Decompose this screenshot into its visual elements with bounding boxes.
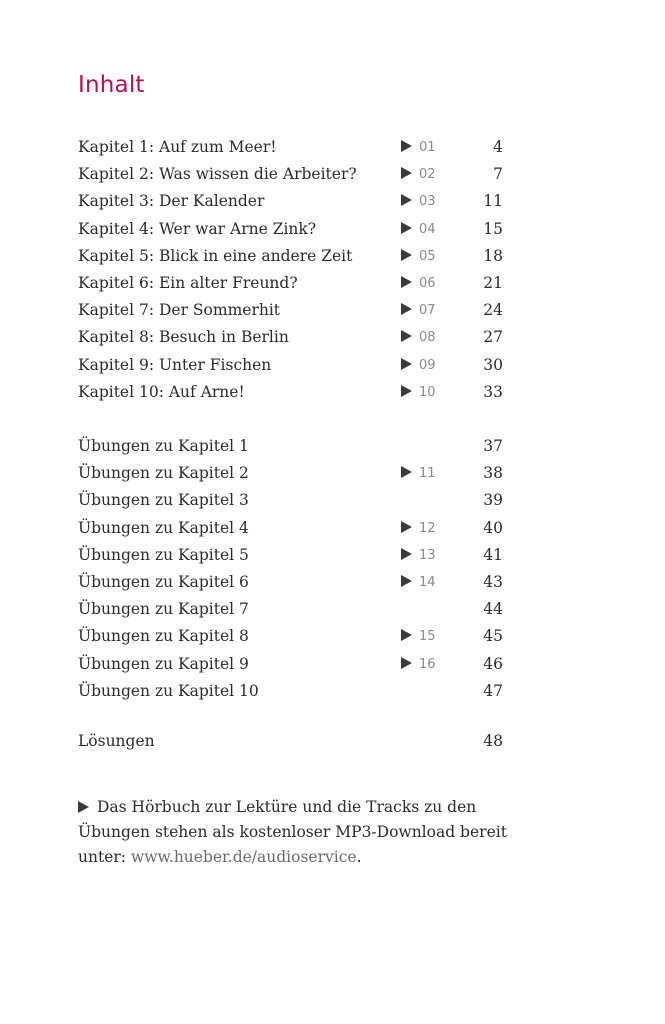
toc-entry-title: Übungen zu Kapitel 1 bbox=[78, 437, 249, 455]
play-icon bbox=[401, 194, 412, 206]
exercise-list bbox=[78, 433, 503, 705]
toc-track-number: 15 bbox=[419, 629, 436, 645]
toc-entry-title: Kapitel 8: Besuch in Berlin bbox=[78, 328, 289, 347]
toc-row-chapter[interactable] bbox=[78, 270, 503, 297]
toc-entry-title: Übungen zu Kapitel 8 bbox=[78, 627, 249, 646]
play-icon bbox=[401, 657, 412, 669]
toc-row-chapter[interactable] bbox=[78, 188, 503, 215]
toc-page-number: 27 bbox=[483, 328, 503, 347]
toc-page-number: 4 bbox=[493, 138, 503, 156]
toc-page-number: 30 bbox=[483, 355, 503, 374]
toc-row-chapter[interactable] bbox=[78, 216, 503, 243]
toc-track bbox=[401, 161, 436, 188]
toc-row-chapter[interactable] bbox=[78, 243, 503, 270]
toc-page-number: 47 bbox=[483, 681, 503, 700]
toc-entry-title: Übungen zu Kapitel 2 bbox=[78, 464, 249, 483]
toc-track bbox=[401, 243, 436, 270]
play-icon bbox=[401, 303, 412, 315]
toc-page-number: 37 bbox=[483, 437, 503, 455]
solutions-list bbox=[78, 728, 503, 755]
toc-track bbox=[401, 379, 436, 406]
toc-page-number: 18 bbox=[483, 246, 503, 265]
toc-entry-title: Übungen zu Kapitel 5 bbox=[78, 545, 249, 564]
toc-entry-title: Übungen zu Kapitel 6 bbox=[78, 572, 249, 591]
toc-page-number: 46 bbox=[483, 654, 503, 673]
toc-track bbox=[401, 297, 436, 324]
toc-row-exercise[interactable] bbox=[78, 487, 503, 514]
toc-row-solutions[interactable] bbox=[78, 728, 503, 755]
page-title: Inhalt bbox=[78, 72, 145, 98]
toc-entry-title: Übungen zu Kapitel 4 bbox=[78, 518, 249, 537]
play-icon bbox=[401, 548, 412, 560]
toc-track-number: 01 bbox=[419, 140, 436, 155]
toc-page-number: 24 bbox=[483, 301, 503, 320]
toc-entry-title: Kapitel 4: Wer war Arne Zink? bbox=[78, 219, 317, 238]
toc-row-exercise[interactable] bbox=[78, 515, 503, 542]
toc-track bbox=[401, 188, 436, 215]
play-icon bbox=[401, 222, 412, 234]
toc-entry-title: Lösungen bbox=[78, 732, 155, 750]
play-icon bbox=[401, 276, 412, 288]
toc-row-exercise[interactable] bbox=[78, 460, 503, 487]
toc-track-number: 07 bbox=[419, 303, 436, 319]
play-icon bbox=[401, 385, 412, 397]
play-icon bbox=[401, 330, 412, 342]
play-icon bbox=[401, 167, 412, 179]
toc-track-number: 08 bbox=[419, 330, 436, 346]
toc-track bbox=[401, 216, 436, 243]
toc-track-number: 09 bbox=[419, 357, 436, 373]
play-icon bbox=[78, 801, 89, 813]
audioservice-link[interactable]: www.hueber.de/audioservice bbox=[130, 848, 357, 866]
toc-row-chapter[interactable] bbox=[78, 379, 503, 406]
toc-row-exercise[interactable] bbox=[78, 569, 503, 596]
footnote-end: . bbox=[356, 848, 362, 866]
toc-row-chapter[interactable] bbox=[78, 324, 503, 351]
toc-row-exercise[interactable] bbox=[78, 678, 503, 705]
toc-entry-title: Kapitel 7: Der Sommerhit bbox=[78, 301, 281, 320]
play-icon bbox=[401, 629, 412, 641]
toc-row-exercise[interactable] bbox=[78, 596, 503, 623]
toc-track bbox=[401, 352, 436, 379]
toc-entry-title: Kapitel 6: Ein alter Freund? bbox=[78, 273, 298, 292]
toc-track-number: 04 bbox=[419, 221, 436, 237]
toc-track bbox=[401, 134, 436, 161]
toc-entry-title: Kapitel 5: Blick in eine andere Zeit bbox=[78, 246, 353, 265]
toc-track-number: 11 bbox=[419, 466, 436, 482]
toc-entry-title: Kapitel 9: Unter Fischen bbox=[78, 355, 272, 374]
toc-row-exercise[interactable] bbox=[78, 542, 503, 569]
toc-track-number: 14 bbox=[419, 574, 436, 590]
toc-row-exercise[interactable] bbox=[78, 433, 503, 460]
toc-track bbox=[401, 651, 436, 678]
play-icon bbox=[401, 575, 412, 587]
toc-page-number: 33 bbox=[483, 382, 503, 401]
toc-row-chapter[interactable] bbox=[78, 297, 503, 324]
toc-page-number: 21 bbox=[483, 273, 503, 292]
toc-page-number: 48 bbox=[483, 732, 503, 750]
toc-entry-title: Übungen zu Kapitel 7 bbox=[78, 600, 249, 619]
play-icon bbox=[401, 521, 412, 533]
toc-entry-title: Kapitel 10: Auf Arne! bbox=[78, 382, 245, 401]
play-icon bbox=[401, 140, 412, 152]
toc-track bbox=[401, 542, 436, 569]
toc-track-number: 12 bbox=[419, 520, 436, 536]
toc-row-chapter[interactable] bbox=[78, 161, 503, 188]
toc-entry-title: Kapitel 1: Auf zum Meer! bbox=[78, 138, 277, 156]
toc-track-number: 06 bbox=[419, 275, 436, 291]
play-icon bbox=[401, 249, 412, 261]
toc-page-number: 40 bbox=[483, 518, 503, 537]
toc-page-number: 41 bbox=[483, 545, 503, 564]
toc-track-number: 05 bbox=[419, 248, 436, 264]
toc-track bbox=[401, 569, 436, 596]
toc-entry-title: Kapitel 2: Was wissen die Arbeiter? bbox=[78, 165, 357, 184]
play-icon bbox=[401, 358, 412, 370]
toc-track-number: 02 bbox=[419, 167, 436, 183]
toc-page-number: 44 bbox=[483, 600, 503, 619]
toc-track-number: 03 bbox=[419, 194, 436, 210]
play-icon bbox=[401, 466, 412, 478]
toc-track-number: 10 bbox=[419, 384, 436, 400]
audio-footnote bbox=[78, 795, 548, 870]
toc-page-number: 38 bbox=[483, 464, 503, 483]
toc-track bbox=[401, 324, 436, 351]
toc-row-chapter[interactable] bbox=[78, 134, 503, 161]
toc-row-exercise[interactable] bbox=[78, 623, 503, 650]
toc-track-number: 13 bbox=[419, 547, 436, 563]
toc-entry-title: Übungen zu Kapitel 10 bbox=[78, 681, 259, 700]
toc-track bbox=[401, 515, 436, 542]
toc-row-exercise[interactable] bbox=[78, 651, 503, 678]
toc-page-number: 45 bbox=[483, 627, 503, 646]
toc-entry-title: Übungen zu Kapitel 3 bbox=[78, 491, 249, 510]
toc-page-number: 43 bbox=[483, 572, 503, 591]
toc-entry-title: Kapitel 3: Der Kalender bbox=[78, 192, 265, 211]
footnote-text: Das Hörbuch zur Lektüre und die Tracks zu den Übungen stehen als kostenloser MP3-Download bereit unter: bbox=[78, 798, 507, 866]
toc-track bbox=[401, 270, 436, 297]
toc-track-number: 16 bbox=[419, 656, 436, 672]
toc-row-chapter[interactable] bbox=[78, 352, 503, 379]
toc-page-number: 7 bbox=[493, 165, 503, 184]
toc-page-number: 11 bbox=[483, 192, 503, 211]
toc-page-number: 39 bbox=[483, 491, 503, 510]
toc-track bbox=[401, 460, 436, 487]
toc-page-number: 15 bbox=[483, 219, 503, 238]
toc-track bbox=[401, 623, 436, 650]
toc-entry-title: Übungen zu Kapitel 9 bbox=[78, 654, 249, 673]
chapter-list bbox=[78, 134, 503, 406]
